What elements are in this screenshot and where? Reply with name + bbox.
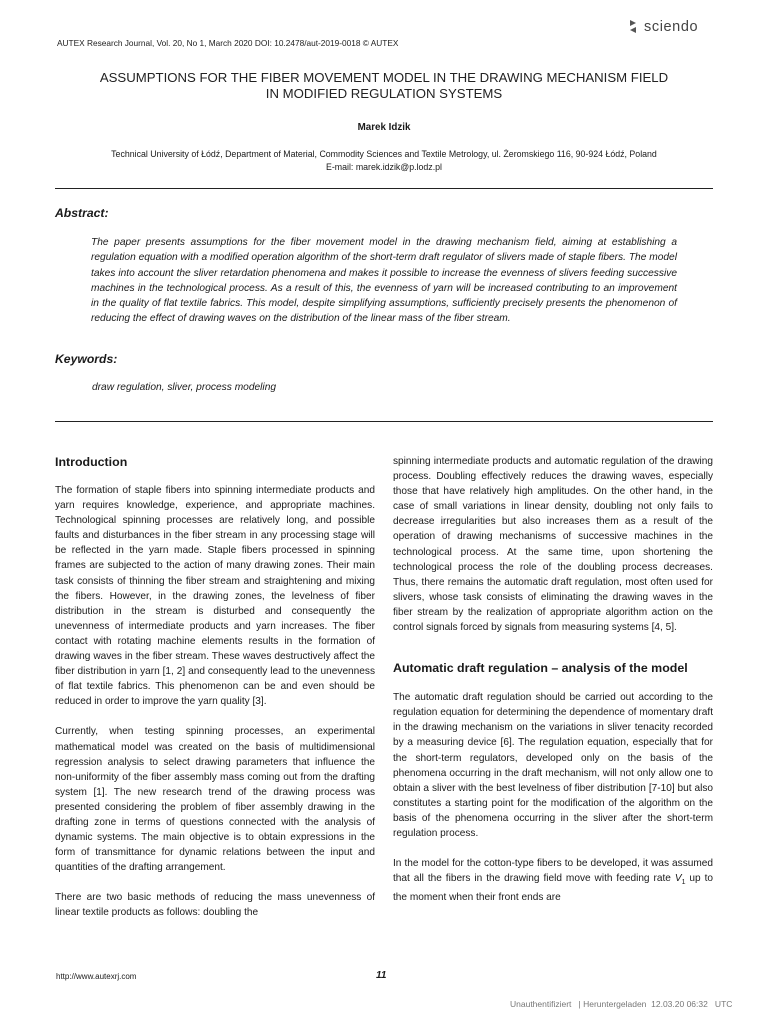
introduction-heading: Introduction [55,455,128,469]
feeding-rate-symbol: V [674,873,682,885]
journal-citation: AUTEX Research Journal, Vol. 20, No 1, March 2020 DOI: 10.2478/aut-2019-0018 © AUTEX [57,38,399,48]
adr-paragraph-1: The automatic draft regulation should be carried out according to the regulation equation for determining the dependence of momentary draft in the drawing mechanism on the variations in sliver tenacity recorded by a measuring device [6]. The regulation equation, especially that for the short-term regulators, developed only on the basis of the phenomena occurring in the draft mechanism, will not only allow one to obtain a sliver with the best levelness of fiber distribution [7-10] but also constitutes a starting point for the modification of the algorithm on the basis of the phenomena occurring in the sliver after the short-term regulation process. [393,692,713,839]
author-name: Marek Idzik [357,122,411,133]
download-note: Unauthentifiziert | Heruntergeladen 12.03.20 06:32 UTC [510,999,733,1009]
divider-bottom [55,421,713,422]
paper-title [60,70,708,102]
keywords-heading: Keywords: [55,352,118,366]
adr-heading: Automatic draft regulation – analysis of the model [393,661,688,676]
affiliation-address: Technical University of Łódź, Department of Material, Commodity Sciences and Textile Metrology, ul. Żeromskiego 116, 90-924 Łódź, Poland [111,149,657,159]
abstract-text: The paper presents assumptions for the fiber movement model in the drawing mechanism field, aiming at establishing a regulation equation with a modified operation algorithm of the short-term draft regulator of slivers made of staple fibers. The model takes into account the sliver retardation phenomena and makes it possible to increase the evenness of slivers feeding successive machines in the technological process. As a result of this, the evenness of yarn will be increased contributing to an improvement in the quality of flat textile fabrics. This model, despite simplifying assumptions, sufficiently precisely presents the phenomenon of reducing the effect of drawing waves on the distribution of the linear mass of the fiber stream. [91,237,677,325]
title-line: IN MODIFIED REGULATION SYSTEMS [265,86,503,101]
keywords-text: draw regulation, sliver, process modeling [92,382,277,393]
publisher-logo [626,19,698,35]
page-number: 11 [376,970,387,981]
left-column [55,454,375,921]
publisher-name: sciendo [644,19,699,35]
intro-paragraph-2: Currently, when testing spinning processes, an experimental mathematical model was created on the basis of multidimensional regression analysis to select drawing parameters that influence the non-uniformity of the fiber assembly mass coming out from the drafting system [1]. The new research trend of the drawing process was presented considering the problem of fiber assembly drawing in the drafting zone in terms of questions connected with the analysis of dynamic systems. The main objective is to obtain expressions in the form of transmittance for dynamic relations between the input and quantities of the drafting arrangement. [55,726,375,874]
adr-paragraph-2 [393,856,713,905]
abstract-heading: Abstract: [55,206,109,220]
intro-paragraph-1: The formation of staple fibers into spinning intermediate products and yarn requires knowledge, experience, and appropriate machines. Technological spinning processes are relatively long, and possible faults and disturbances in the fiber stream in any processing stage will be reflected in the yarn made. Staple fibers processed in spinning frames are subjected to the action of many drawing zones. Their main task consists of thinning the fiber stream and straightening and mixing the fibers. However, in the drawing zones, the levelness of fiber distribution in the stream is disturbed and consequently the unevenness of intermediate products and yarn increases. The fiber contact with rotating machine elements results in the formation of drawing waves in the fiber stream. These waves destructively affect the fiber distribution in yarn [1, 2] and consequently lead to the unevenness of flat textile fabrics. This phenomenon can be and even should be reduced in order to improve the yarn quality [3]. [55,485,375,708]
adr-paragraph-2-text: In the model for the cotton-type fibers to be developed, it was assumed that all the fibers in the drawing field move with feeding rate [393,858,713,885]
footer-url[interactable]: http://www.autexrj.com [56,972,137,981]
feeding-rate-subscript: 1 [681,879,686,887]
affiliation-email: E-mail: marek.idzik@p.lodz.pl [326,162,442,172]
divider-top [55,188,713,189]
sciendo-logo-icon [626,19,640,35]
intro-paragraph-3: There are two basic methods of reducing the mass unevenness of linear textile products as follows: doubling the [55,892,375,919]
right-column [393,454,713,905]
right-paragraph-1: spinning intermediate products and automatic regulation of the drawing process. Doubling effectively reduces the drawing waves, especially those that have relatively high amplitudes. On the other hand, in the case of small variations in linear density, doubling not only fails to decrease irregularities but also increases them as a result of the operation of drawing mechanisms of successive machines in the technological process. At the same time, upon shortening the technological process the role of the doubling process decreases. Thus, there remains the automatic draft regulation, most often used for slivers, whose task consists of eliminating the drawing waves in the fiber stream by the realization of appropriate algorithm action on the control signals forced by signals from measuring systems [4, 5]. [393,456,713,634]
adr-paragraph-2-end: up to the moment when their front ends are [393,873,713,904]
title-line: ASSUMPTIONS FOR THE FIBER MOVEMENT MODEL IN THE DRAWING MECHANISM FIELD [99,70,669,85]
affiliation [40,148,728,174]
